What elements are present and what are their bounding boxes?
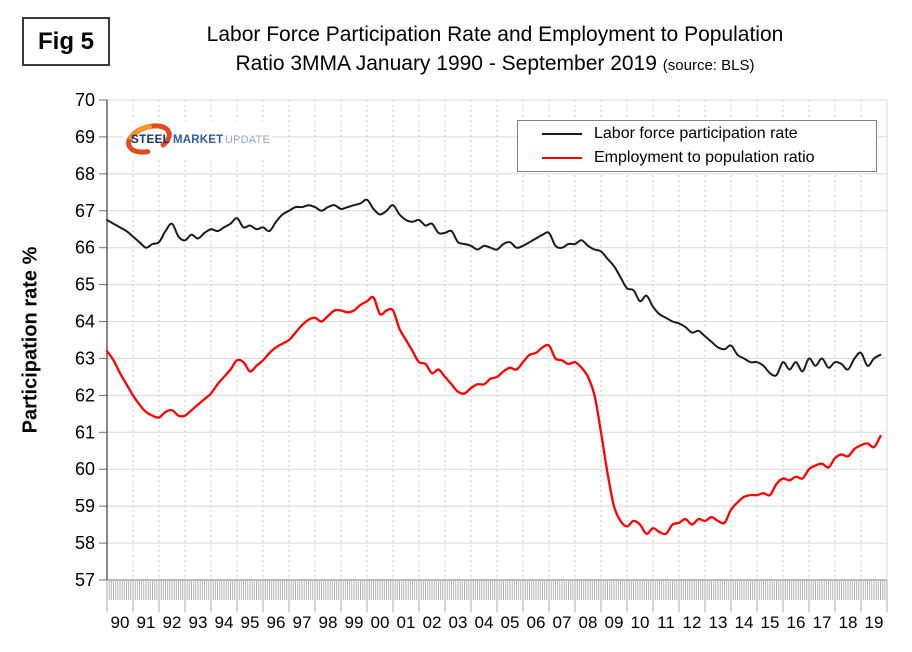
x-tick-label: 10 [630,613,650,632]
series-line-labor-force-participation [107,200,881,376]
chart-title-source: (source: BLS) [662,57,755,74]
legend-line-sample-red [542,157,582,159]
logo-word-steel: STEEL [131,134,171,146]
y-tick-label: 65 [74,274,95,295]
legend-item-epop [542,149,876,167]
x-tick-label: 96 [266,613,286,632]
y-tick-label: 67 [74,200,95,221]
y-tick-label: 62 [74,385,95,406]
legend-line-sample-black [542,133,582,135]
steel-market-update-logo [122,121,272,159]
series-line-employment-to-population [107,297,881,534]
y-tick-label: 64 [74,311,95,332]
chart-title-line2 [110,49,880,80]
legend-item-lfpr [542,125,876,143]
chart-title [110,20,880,80]
x-tick-label: 18 [838,613,858,632]
x-tick-label: 00 [370,613,390,632]
chart-legend [517,120,877,172]
x-tick-label: 91 [136,613,156,632]
x-tick-label: 93 [188,613,208,632]
figure-number-box [22,17,110,66]
x-tick-label: 17 [812,613,832,632]
x-tick-label: 08 [578,613,598,632]
x-tick-label: 07 [552,613,572,632]
y-tick-label: 58 [74,533,95,554]
x-tick-label: 99 [344,613,364,632]
x-tick-label: 94 [214,613,234,632]
y-tick-label: 69 [74,126,95,147]
x-tick-label: 92 [162,613,182,632]
y-tick-label: 70 [74,90,95,110]
x-tick-label: 90 [110,613,130,632]
y-axis-title: Participation rate % [19,246,42,434]
x-tick-label: 12 [682,613,702,632]
figure-number-label: Fig 5 [37,27,94,55]
x-tick-label: 03 [448,613,468,632]
y-tick-label: 60 [74,459,95,480]
legend-label-epop: Employment to population ratio [594,149,815,166]
x-tick-label: 19 [864,613,884,632]
x-tick-label: 05 [500,613,520,632]
x-tick-label: 15 [760,613,780,632]
x-tick-label: 01 [396,613,416,632]
x-tick-label: 97 [292,613,312,632]
y-tick-label: 57 [74,570,95,590]
x-tick-label: 95 [240,613,260,632]
x-tick-label: 14 [734,613,754,632]
x-tick-label: 13 [708,613,728,632]
chart-title-line2-main: Ratio 3MMA January 1990 - September 2019 [235,52,657,75]
x-tick-label: 02 [422,613,442,632]
y-tick-label: 61 [74,422,95,443]
y-tick-label: 68 [74,163,95,184]
y-tick-label: 59 [74,496,95,517]
x-tick-label: 06 [526,613,546,632]
logo-word-market: MARKET [173,134,224,146]
x-tick-label: 98 [318,613,338,632]
chart-title-line1: Labor Force Participation Rate and Employment to Population [206,23,784,46]
logo-graphic [122,121,272,159]
x-tick-label: 16 [786,613,806,632]
legend-label-lfpr: Labor force participation rate [594,125,798,142]
y-tick-label: 63 [74,348,95,369]
logo-word-update: UPDATE [225,134,271,146]
x-tick-label: 09 [604,613,624,632]
y-tick-label: 66 [74,237,95,258]
x-tick-label: 11 [657,613,675,632]
x-tick-label: 04 [474,613,494,632]
